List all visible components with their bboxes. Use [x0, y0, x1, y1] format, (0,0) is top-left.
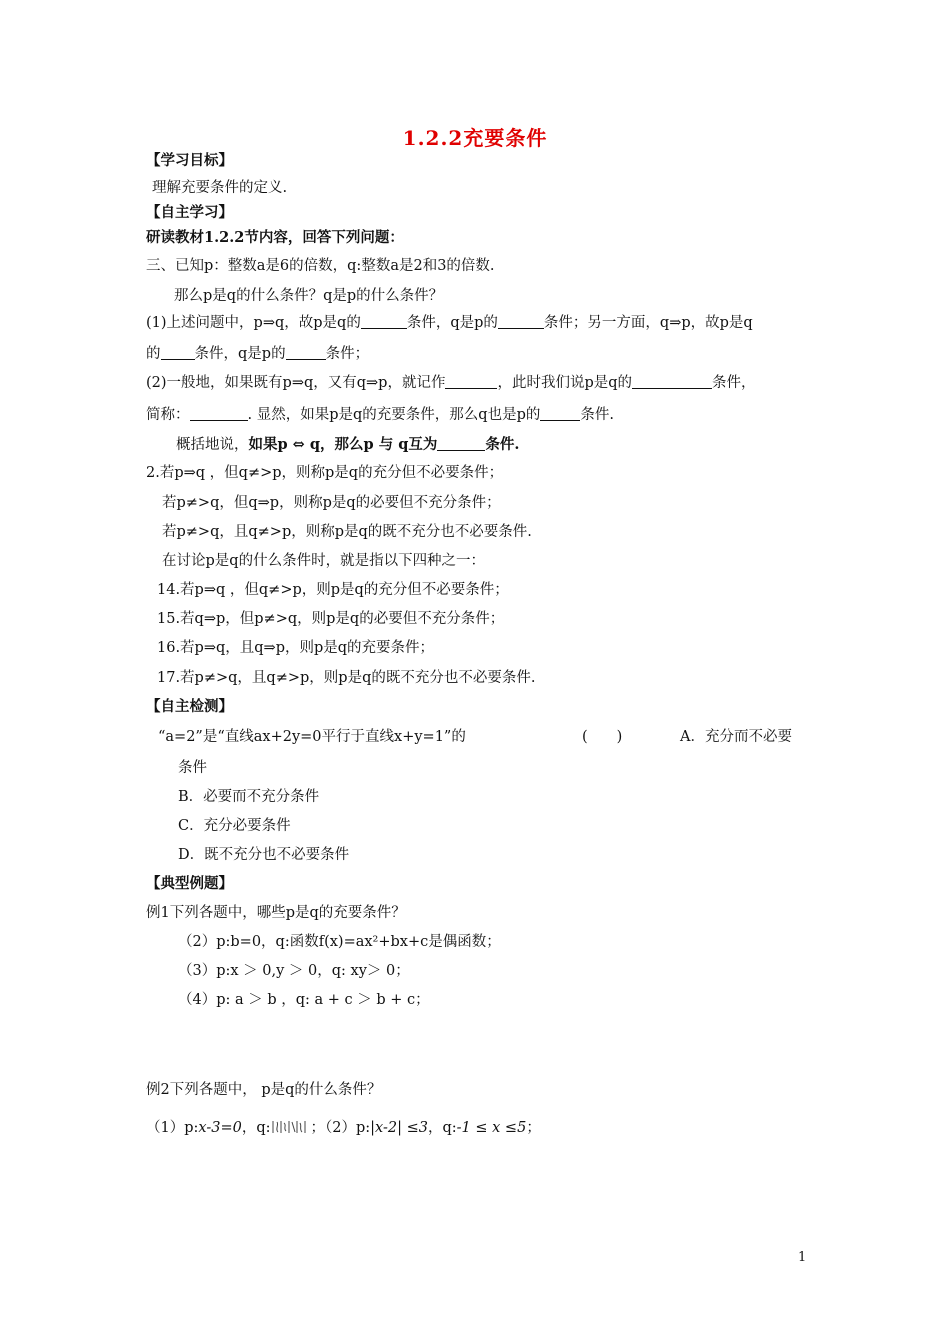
example-1-item-4: （4）p: a ＞ b ，q: a + c ＞ b + c； — [178, 992, 430, 1008]
question-3: 三、已知p：整数a是6的倍数，q:整数a是2和3的倍数. — [146, 258, 495, 274]
summary: 概括地说，如果p ⇔ q，那么p 与 q互为 条件. — [176, 436, 520, 453]
example-1-item-3: （3）p:x ＞ 0,y ＞ 0，q: xy＞ 0； — [178, 963, 410, 979]
blank — [161, 345, 195, 360]
blank — [498, 314, 544, 329]
examples-header: 【典型例题】 — [146, 875, 233, 892]
option-c: C．充分必要条件 — [178, 818, 291, 834]
example-1: 例1下列各题中，哪些p是q的充要条件？ — [146, 905, 406, 921]
case-16: 16.若p⇒q，且q⇒p，则p是q的充要条件； — [157, 640, 435, 656]
blank — [437, 436, 485, 451]
blank — [632, 374, 712, 389]
option-d: D．既不充分也不必要条件 — [178, 847, 350, 863]
rule-2a: 2.若p⇒q ，但q≠>p，则称p是q的充分但不必要条件； — [146, 465, 504, 481]
blank — [361, 314, 407, 329]
example-2: 例2下列各题中， p是q的什么条件？ — [146, 1082, 382, 1098]
blank — [445, 374, 497, 389]
example-1-item-2: （2）p:b=0，q:函数f(x)=ax²+bx+c是偶函数； — [178, 934, 501, 950]
para-2-line-1: (2)一般地，如果既有p⇒q，又有q⇒p，就记作 ，此时我们说p是q的 条件， — [146, 375, 756, 391]
page-title: 1.2.2充要条件 — [402, 126, 548, 150]
self-study-instruction: 研读教材1.2.2节内容，回答下列问题： — [146, 229, 404, 246]
case-15: 15.若q⇒p，但p≠>q，则p是q的必要但不充分条件； — [157, 611, 505, 627]
option-a-cont: 条件 — [178, 760, 207, 776]
option-a: A．充分而不必要 — [680, 729, 792, 745]
check-question: “a=2”是“直线ax+2y=0平行于直线x+y=1”的 — [158, 729, 466, 745]
question-3-ask: 那么p是q的什么条件？q是p的什么条件？ — [174, 288, 444, 304]
discuss-text: 在讨论p是q的什么条件时，就是指以下四种之一： — [162, 553, 486, 569]
blank — [190, 406, 248, 421]
example-2-item-1: （1）p:x-3=0，q: ；（2）p:|x-2| ≤3，q:-1 ≤ x ≤5； — [146, 1120, 541, 1136]
blank — [540, 406, 580, 421]
para-2-line-2: 简称： . 显然，如果p是q的充要条件，那么q也是p的 条件. — [146, 407, 614, 423]
case-17: 17.若p≠>q，且q≠>p，则p是q的既不充分也不必要条件. — [157, 670, 536, 686]
para-1-line-2: 的 条件，q是p的 条件； — [146, 346, 370, 362]
goals-header: 【学习目标】 — [146, 152, 233, 169]
garbled-formula-icon — [271, 1119, 311, 1135]
check-header: 【自主检测】 — [146, 698, 233, 715]
rule-2c: 若p≠>q，且q≠>p，则称p是q的既不充分也不必要条件. — [162, 524, 532, 540]
self-study-header: 【自主学习】 — [146, 204, 233, 221]
blank — [286, 345, 326, 360]
case-14: 14.若p⇒q ，但q≠>p，则p是q的充分但不必要条件； — [157, 582, 509, 598]
rule-2b: 若p≠>q，但q⇒p，则称p是q的必要但不充分条件； — [162, 495, 501, 511]
para-1-line-1: (1)上述问题中，p⇒q，故p是q的 条件，q是p的 条件；另一方面，q⇒p，故p是q — [146, 315, 753, 331]
option-b: B．必要而不充分条件 — [178, 789, 320, 805]
goals-text: 理解充要条件的定义. — [152, 180, 288, 196]
page-number: 1 — [798, 1250, 807, 1265]
check-paren: ( ) — [582, 729, 623, 745]
